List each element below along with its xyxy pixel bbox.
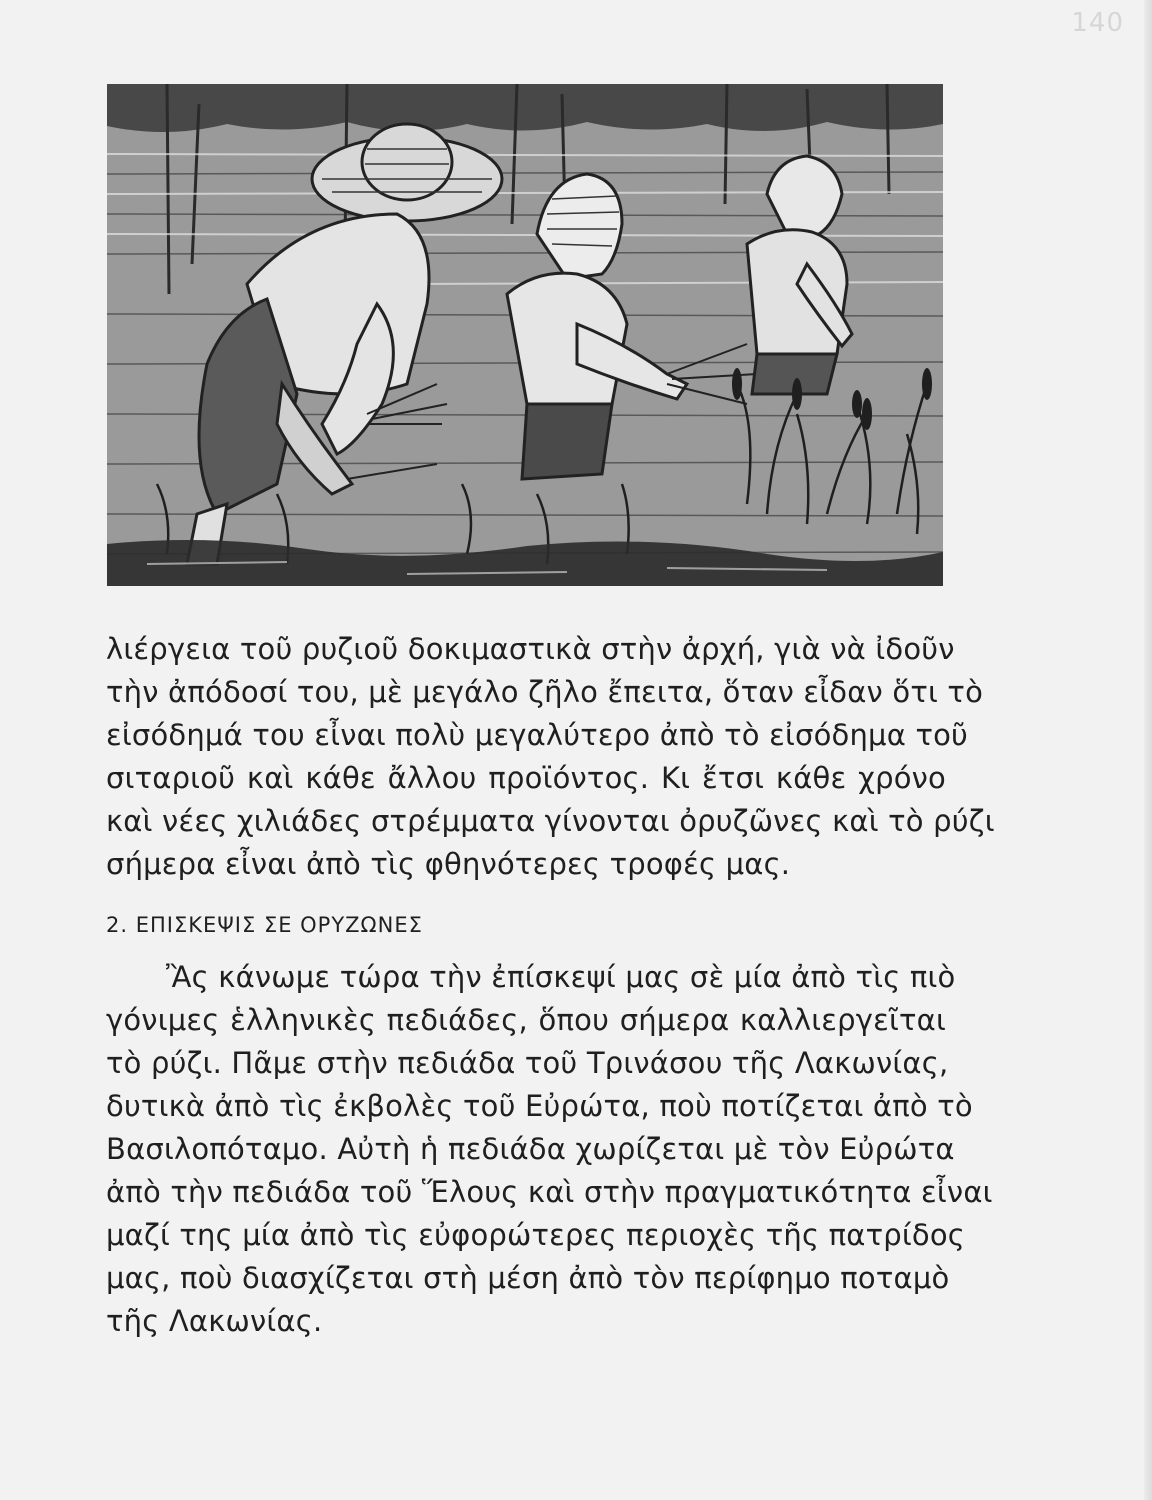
rice-planting-illustration bbox=[107, 84, 943, 586]
text-line: Βασιλοπόταμο. Αὐτὴ ἡ πεδιάδα χωρίζεται μὲ τὸν Εὐρώτα bbox=[106, 1132, 955, 1166]
text-line: δυτικὰ ἀπὸ τὶς ἐκβολὲς τοῦ Εὐρώτα, ποὺ ποτίζεται ἀπὸ τὸ bbox=[106, 1089, 973, 1123]
text-line: τὸ ρύζι. Πᾶμε στὴν πεδιάδα τοῦ Τρινάσου τῆς Λακωνίας, bbox=[106, 1046, 949, 1080]
rice-planting-illustration-svg bbox=[107, 84, 943, 586]
text-line: εἰσόδημά του εἶναι πολὺ μεγαλύτερο ἀπὸ τὸ εἰσόδημα τοῦ bbox=[106, 718, 969, 752]
text-block bbox=[106, 628, 995, 1343]
text-line: σήμερα εἶναι ἀπὸ τὶς φθηνότερες τροφές μας. bbox=[106, 847, 791, 881]
page-number: 140 bbox=[1071, 8, 1124, 38]
paragraph-1 bbox=[106, 628, 995, 886]
page-edge bbox=[1144, 0, 1152, 1500]
text-line: μας, ποὺ διασχίζεται στὴ μέση ἀπὸ τὸν περίφημο ποταμὸ bbox=[106, 1261, 950, 1295]
text-line: τὴν ἀπόδοσί του, μὲ μεγάλο ζῆλο ἔπειτα, ὅταν εἶδαν ὅτι τὸ bbox=[106, 675, 984, 709]
text-line: γόνιμες ἑλληνικὲς πεδιάδες, ὅπου σήμερα καλλιεργεῖται bbox=[106, 1003, 946, 1037]
text-line: λιέργεια τοῦ ρυζιοῦ δοκιμαστικὰ στὴν ἀρχή, γιὰ νὰ ἰδοῦν bbox=[106, 632, 955, 666]
text-line: Ἂς κάνωμε τώρα τὴν ἐπίσκεψί μας σὲ μία ἀπὸ τὶς πιὸ bbox=[166, 960, 956, 994]
text-line: ἀπὸ τὴν πεδιάδα τοῦ Ἕλους καὶ στὴν πραγματικότητα εἶναι bbox=[106, 1175, 993, 1209]
text-line: καὶ νέες χιλιάδες στρέμματα γίνονται ὀρυζῶνες καὶ τὸ ρύζι bbox=[106, 804, 995, 838]
section-heading: 2. ΕΠΙΣΚΕΨΙΣ ΣΕ ΟΡΥΖΩΝΕΣ bbox=[106, 913, 423, 937]
paragraph-2 bbox=[106, 956, 993, 1343]
text-line: σιταριοῦ καὶ κάθε ἄλλου προϊόντος. Κι ἔτσι κάθε χρόνο bbox=[106, 761, 946, 795]
text-line: μαζί της μία ἀπὸ τὶς εὐφορώτερες περιοχὲς τῆς πατρίδος bbox=[106, 1218, 965, 1252]
text-line: τῆς Λακωνίας. bbox=[106, 1304, 323, 1338]
